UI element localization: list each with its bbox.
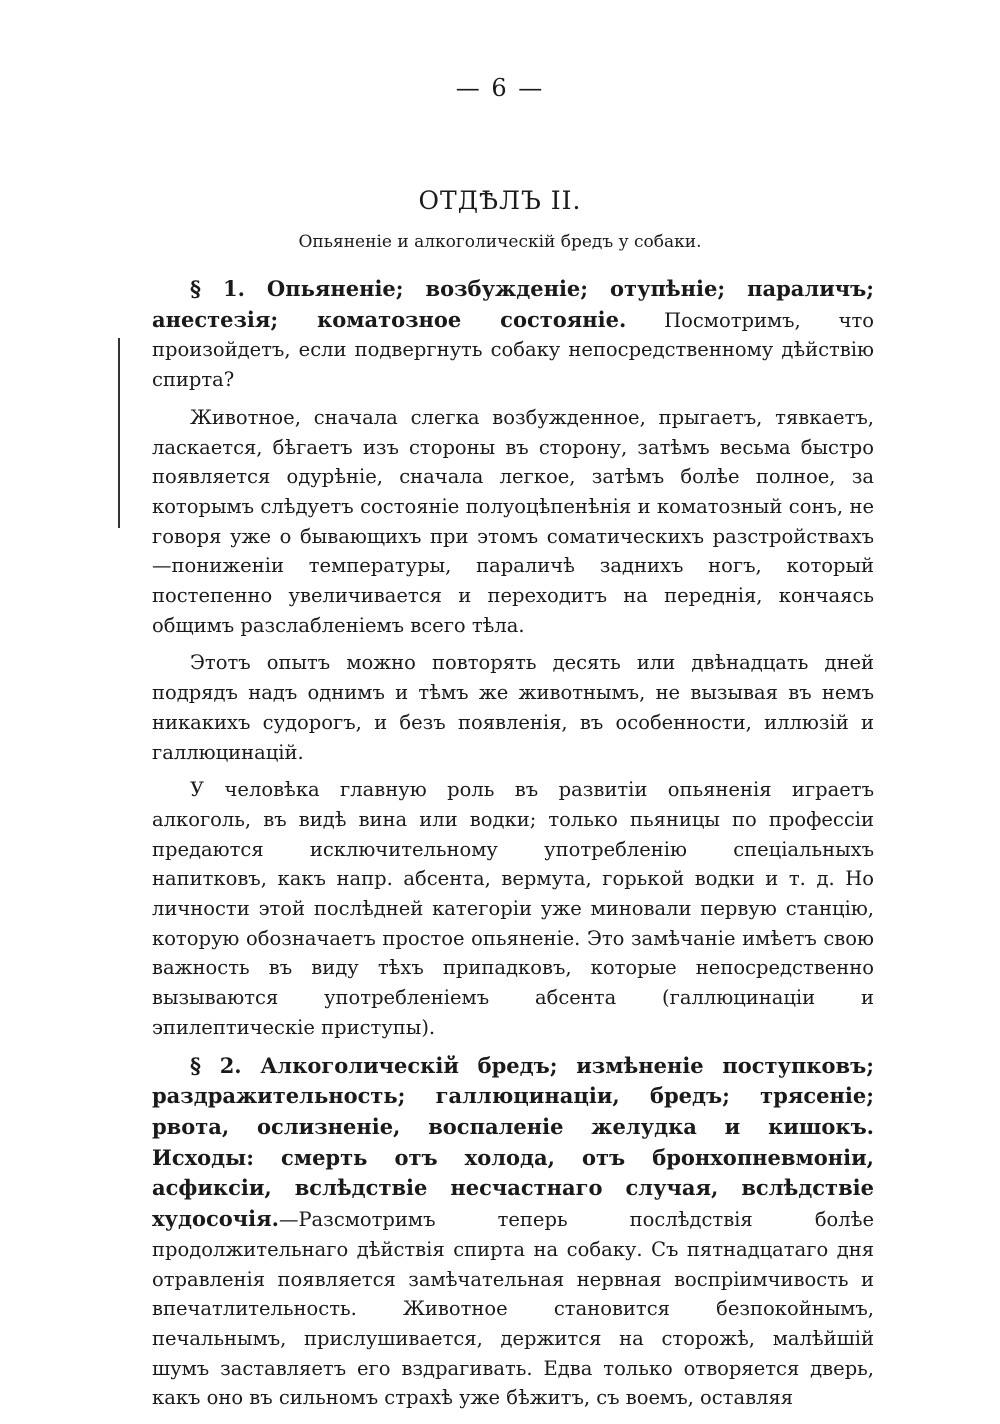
paragraph-4: У человѣка главную роль въ развитіи опьяненія играетъ алкоголь, въ видѣ вина или водки; только пьяницы по профессіи предаются исключительному употребленію спеціальныхъ напитковъ, какъ напр. абсента, вермута, горькой водки и т. д. Но личности этой послѣдней категоріи уже миновали первую станцію, которую обозначаетъ простое опьяненіе. Это замѣчаніе имѣетъ свою важность въ виду тѣхъ припадковъ, которые непосредственно вызываются употребленіемъ абсента (галлюцинаціи и эпилептическіе приступы).: [152, 778, 874, 1039]
margin-mark: [118, 338, 120, 528]
paragraph-3: Этотъ опытъ можно повторять десять или двѣнадцать дней подрядъ надъ однимъ и тѣмъ же животнымъ, не вызывая въ немъ никакихъ судорогъ, и безъ появленія, въ особенности, иллюзій и галлюцинацій.: [152, 651, 874, 764]
section-subtitle: Опьяненіе и алкоголическій бредъ у собаки.: [298, 232, 702, 252]
body-text: [152, 274, 874, 1421]
paragraph-1-text: Посмотримъ, что произойдетъ, если подвергнуть собаку непосредственному дѣйствію спирта?: [152, 308, 874, 392]
paragraph-5-text: —Разсмотримъ теперь послѣдствія болѣе продолжительнаго дѣйствія спирта на собаку. Съ пятнадцатаго дня отравленія появляется замѣчательная нервная воспріимчивость и впечатлительность. Животное становится безпокойнымъ, печальнымъ, прислушивается, держится на сторожѣ, малѣйшій шумъ заставляетъ его вздрагивать. Едва только отворяется дверь, какъ оно въ сильномъ страхѣ уже бѣжитъ, съ воемъ, оставляя: [152, 1208, 874, 1410]
paragraph-1-heading: § 1. Опьяненіе; возбужденіе; отупѣніе; параличъ; анестезія; коматозное состояніе.: [152, 276, 874, 332]
section-title: ОТДѢЛЪ II.: [418, 186, 582, 215]
paragraph-5: [152, 1051, 874, 1413]
paragraph-1: [152, 274, 874, 395]
page-number: — 6 —: [455, 74, 545, 102]
paragraph-2: Животное, сначала слегка возбужденное, прыгаетъ, тявкаетъ, ласкается, бѣгаетъ изъ стороны въ сторону, затѣмъ весьма быстро появляется одурѣніе, сначала легкое, затѣмъ болѣе полное, за которымъ слѣдуетъ состояніе полуоцѣпенѣнія и коматозный сонъ, не говоря уже о бывающихъ при этомъ соматическихъ разстройствахъ—пониженіи температуры, параличѣ заднихъ ногъ, который постепенно увеличивается и переходитъ на переднія, кончаясь общимъ разслабленіемъ всего тѣла.: [152, 405, 874, 637]
paragraph-5-heading: § 2. Алкоголическій бредъ; измѣненіе поступковъ; раздражительность; галлюцинаціи, бредъ; трясеніе; рвота, ослизненіе, воспаленіе желудка и кишокъ. Исходы: смерть отъ холода, отъ бронхопневмоніи, асфиксіи, вслѣдствіе несчастнаго случая, вслѣдствіе худосочія.: [152, 1052, 874, 1232]
